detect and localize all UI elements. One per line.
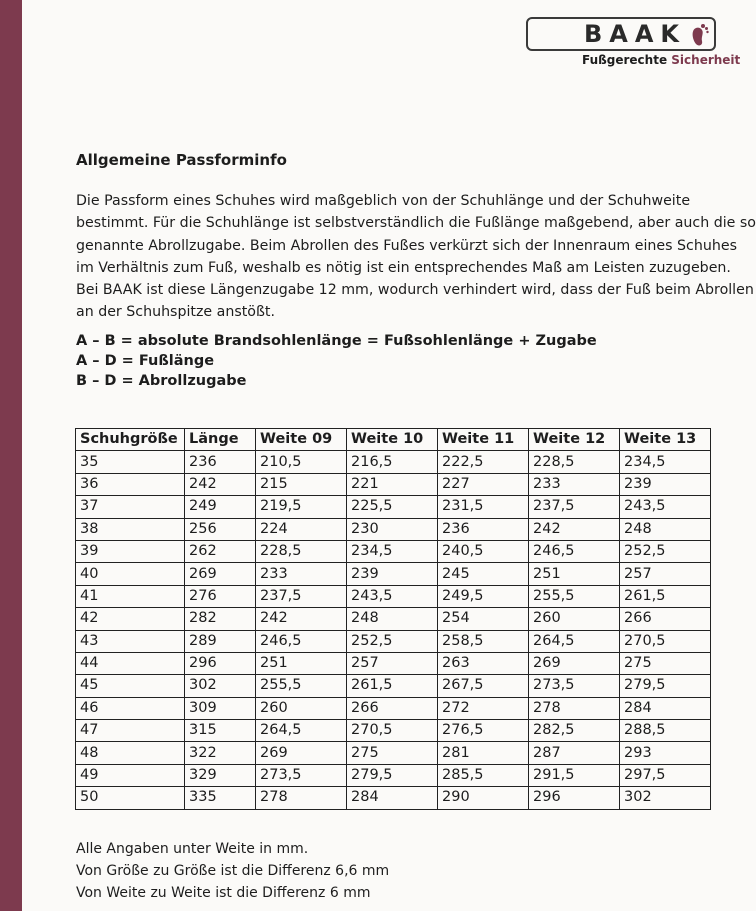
table-row [76,451,711,473]
table-cell: 242 [185,473,256,495]
formula-list [76,331,597,391]
table-cell: 230 [347,518,438,540]
table-cell: 276 [185,585,256,607]
table-cell: 41 [76,585,185,607]
table-cell: 291,5 [529,764,620,786]
table-cell: 269 [529,652,620,674]
table-row [76,652,711,674]
table-cell: 49 [76,764,185,786]
table-cell: 242 [256,608,347,630]
table-cell: 335 [185,787,256,809]
table-cell: 262 [185,540,256,562]
table-cell: 35 [76,451,185,473]
table-cell: 224 [256,518,347,540]
column-header: Weite 09 [256,429,347,451]
column-header: Weite 13 [620,429,711,451]
table-cell: 302 [185,675,256,697]
table-cell: 210,5 [256,451,347,473]
table-cell: 260 [529,608,620,630]
table-cell: 273,5 [529,675,620,697]
table-cell: 243,5 [347,585,438,607]
table-cell: 234,5 [347,540,438,562]
table-cell: 248 [620,518,711,540]
table-cell: 275 [347,742,438,764]
table-cell: 285,5 [438,764,529,786]
table-cell: 322 [185,742,256,764]
table-cell: 252,5 [620,540,711,562]
table-cell: 249,5 [438,585,529,607]
table-cell: 269 [256,742,347,764]
table-cell: 245 [438,563,529,585]
footnotes [76,838,389,904]
table-cell: 256 [185,518,256,540]
table-cell: 222,5 [438,451,529,473]
table-cell: 261,5 [347,675,438,697]
table-cell: 239 [620,473,711,495]
paragraph-line: Die Passform eines Schuhes wird maßgeblich von der Schuhlänge und der Schuhweite [76,193,691,209]
table-cell: 251 [529,563,620,585]
table-cell: 282 [185,608,256,630]
table-cell: 284 [620,697,711,719]
table-row [76,496,711,518]
table-cell: 249 [185,496,256,518]
table-row [76,563,711,585]
table-cell: 37 [76,496,185,518]
table-cell: 246,5 [256,630,347,652]
table-cell: 246,5 [529,540,620,562]
table-cell: 267,5 [438,675,529,697]
brand-logo [526,17,716,51]
table-cell: 289 [185,630,256,652]
formula-line: A – B = absolute Brandsohlenlänge = Fußsohlenlänge + Zugabe [76,333,597,349]
table-cell: 239 [347,563,438,585]
logo-text: BAAK [583,20,686,48]
table-cell: 266 [620,608,711,630]
table-cell: 243,5 [620,496,711,518]
table-cell: 284 [347,787,438,809]
table-cell: 257 [347,652,438,674]
footnote-line: Alle Angaben unter Weite in mm. [76,841,309,857]
table-cell: 48 [76,742,185,764]
paragraph-line: Bei BAAK ist diese Längenzugabe 12 mm, wodurch verhindert wird, dass der Fuß beim Abrollen [76,282,754,299]
table-cell: 236 [438,518,529,540]
table-cell: 237,5 [256,585,347,607]
table-cell: 216,5 [347,451,438,473]
table-cell: 255,5 [529,585,620,607]
size-table [75,428,711,810]
intro-paragraph [76,190,756,324]
table-cell: 260 [256,697,347,719]
table-cell: 282,5 [529,720,620,742]
table-cell: 242 [529,518,620,540]
paragraph-line: im Verhältnis zum Fuß, weshalb es nötig ist ein entsprechendes Maß am Leisten zuzugeben. [76,259,731,276]
table-cell: 36 [76,473,185,495]
paragraph-line: an der Schuhspitze anstößt. [76,304,275,321]
table-cell: 264,5 [529,630,620,652]
column-header: Weite 10 [347,429,438,451]
table-cell: 42 [76,608,185,630]
table-row [76,473,711,495]
table-cell: 279,5 [347,764,438,786]
table-row [76,764,711,786]
table-cell: 302 [620,787,711,809]
table-cell: 215 [256,473,347,495]
table-cell: 233 [529,473,620,495]
table-cell: 237,5 [529,496,620,518]
table-cell: 227 [438,473,529,495]
table-cell: 219,5 [256,496,347,518]
table-cell: 270,5 [620,630,711,652]
table-cell: 278 [529,697,620,719]
table-cell: 263 [438,652,529,674]
table-cell: 296 [529,787,620,809]
table-cell: 233 [256,563,347,585]
table-row [76,742,711,764]
table-cell: 47 [76,720,185,742]
table-cell: 276,5 [438,720,529,742]
table-row [76,697,711,719]
table-cell: 251 [256,652,347,674]
table-cell: 296 [185,652,256,674]
table-cell: 315 [185,720,256,742]
table-header-row [76,429,711,451]
table-row [76,608,711,630]
section-heading: Allgemeine Passforminfo [76,151,287,169]
table-cell: 269 [185,563,256,585]
table-cell: 236 [185,451,256,473]
table-body [76,451,711,809]
tagline-main: Fußgerechte [582,53,668,67]
table-cell: 258,5 [438,630,529,652]
table-cell: 255,5 [256,675,347,697]
table-cell: 39 [76,540,185,562]
table-cell: 240,5 [438,540,529,562]
table-cell: 287 [529,742,620,764]
table-cell: 234,5 [620,451,711,473]
table-cell: 281 [438,742,529,764]
table-cell: 278 [256,787,347,809]
logo-tagline [582,53,740,67]
table-cell: 266 [347,697,438,719]
table-cell: 50 [76,787,185,809]
table-cell: 329 [185,764,256,786]
tagline-accent: Sicherheit [671,53,741,67]
table-cell: 231,5 [438,496,529,518]
table-row [76,518,711,540]
footnote-line: Von Weite zu Weite ist die Differenz 6 mm [76,885,371,901]
column-header: Schuhgröße [76,429,185,451]
table-row [76,540,711,562]
table-cell: 228,5 [256,540,347,562]
side-accent-bar [0,0,22,911]
table-row [76,675,711,697]
column-header: Länge [185,429,256,451]
table-row [76,787,711,809]
table-cell: 225,5 [347,496,438,518]
table-cell: 46 [76,697,185,719]
table-cell: 43 [76,630,185,652]
table-row [76,720,711,742]
table-row [76,585,711,607]
table-row [76,630,711,652]
table-cell: 290 [438,787,529,809]
formula-line: A – D = Fußlänge [76,353,215,369]
table-cell: 275 [620,652,711,674]
column-header: Weite 11 [438,429,529,451]
table-cell: 309 [185,697,256,719]
paragraph-line: genannte Abrollzugabe. Beim Abrollen des Fußes verkürzt sich der Innenraum eines Schuhes [76,237,737,254]
table-cell: 45 [76,675,185,697]
table-cell: 288,5 [620,720,711,742]
table-cell: 221 [347,473,438,495]
table-cell: 293 [620,742,711,764]
table-cell: 40 [76,563,185,585]
table-cell: 252,5 [347,630,438,652]
table-cell: 272 [438,697,529,719]
table-cell: 254 [438,608,529,630]
table-cell: 257 [620,563,711,585]
table-cell: 261,5 [620,585,711,607]
formula-line: B – D = Abrollzugabe [76,373,247,389]
table-cell: 38 [76,518,185,540]
table-cell: 279,5 [620,675,711,697]
table-cell: 248 [347,608,438,630]
table-cell: 273,5 [256,764,347,786]
table-cell: 228,5 [529,451,620,473]
table-cell: 264,5 [256,720,347,742]
foot-icon [688,22,710,48]
column-header: Weite 12 [529,429,620,451]
footnote-line: Von Größe zu Größe ist die Differenz 6,6 mm [76,863,390,879]
table-cell: 44 [76,652,185,674]
table-cell: 270,5 [347,720,438,742]
table-cell: 297,5 [620,764,711,786]
paragraph-line: bestimmt. Für die Schuhlänge ist selbstverständlich die Fußlänge maßgebend, aber auch die so [76,215,756,232]
